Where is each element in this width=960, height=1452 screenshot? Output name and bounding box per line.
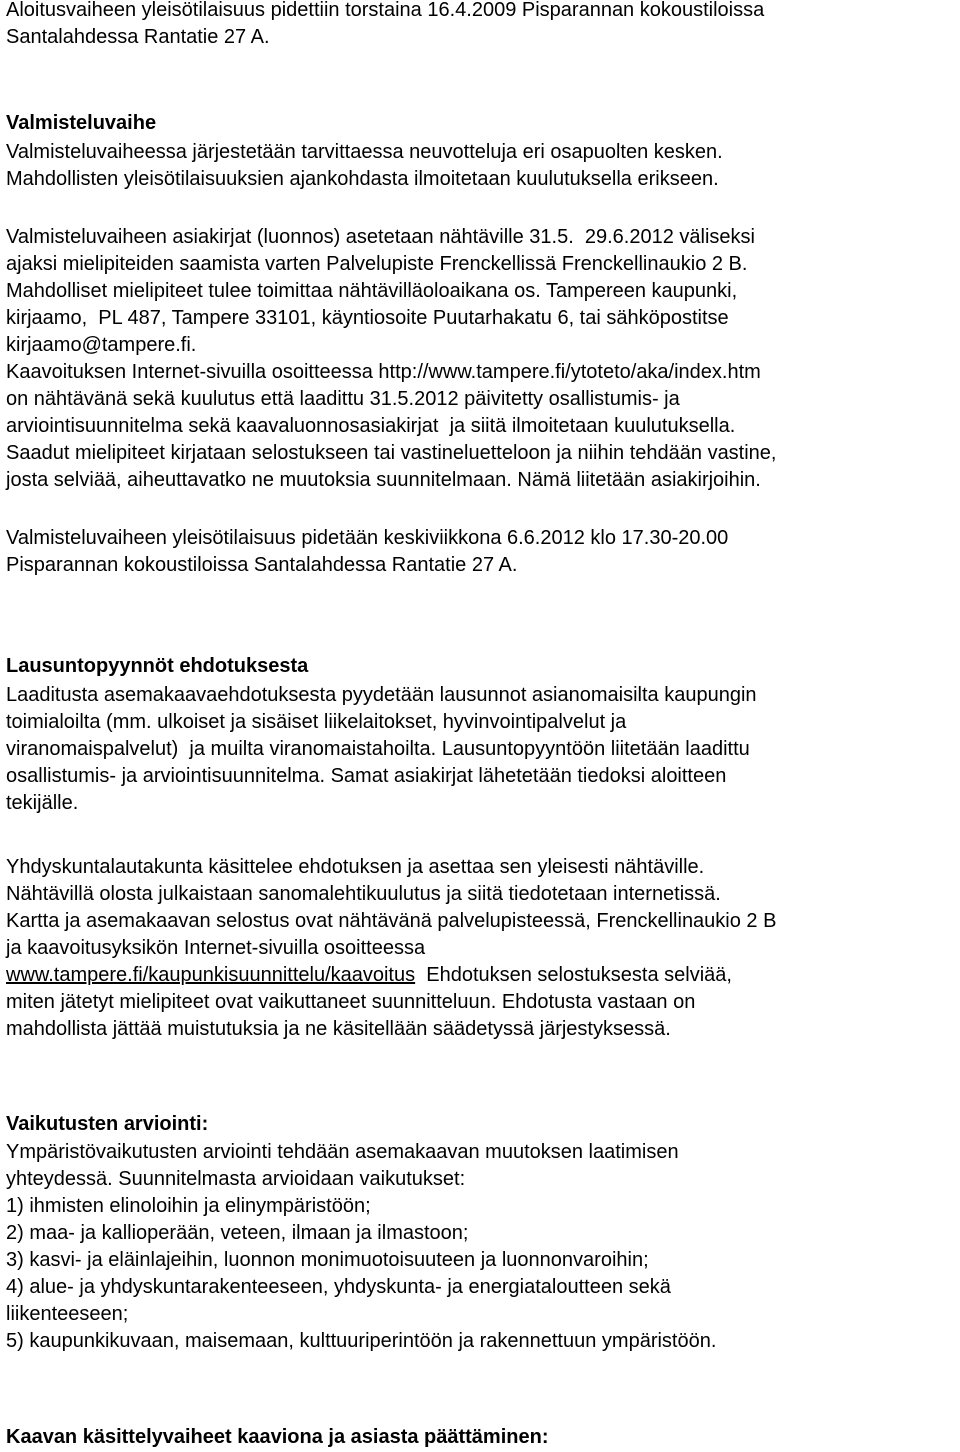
paragraph-line: osallistumis- ja arviointisuunnitelma. Samat asiakirjat lähetetään tiedoksi aloitteen xyxy=(6,765,727,787)
list-item: 4) alue- ja yhdyskuntarakenteeseen, yhdyskunta- ja energiataloutteen sekä xyxy=(6,1276,671,1298)
intro-line: Aloitusvaiheen yleisötilaisuus pidettiin torstaina 16.4.2009 Pisparannan kokoustiloissa xyxy=(6,0,765,21)
paragraph-line: Ympäristövaikutusten arviointi tehdään asemakaavan muutoksen laatimisen xyxy=(6,1141,679,1163)
list-item: 5) kaupunkikuvaan, maisemaan, kulttuuriperintöön ja rakennettuun ympäristöön. xyxy=(6,1330,717,1352)
paragraph-line: Laaditusta asemakaavaehdotuksesta pyydetään lausunnot asianomaisilta kaupungin xyxy=(6,684,757,706)
paragraph-line: Valmisteluvaiheessa järjestetään tarvittaessa neuvotteluja eri osapuolten kesken. xyxy=(6,141,723,163)
section-heading-valmisteluvaihe: Valmisteluvaihe xyxy=(6,112,157,134)
list-item: 1) ihmisten elinoloihin ja elinympäristöön; xyxy=(6,1195,371,1217)
paragraph-line: Saadut mielipiteet kirjataan selostukseen tai vastineluetteloon ja niihin tehdään vastine, xyxy=(6,442,777,464)
paragraph-line: yhteydessä. Suunnitelmasta arvioidaan vaikutukset: xyxy=(6,1168,466,1190)
paragraph-line: toimialoilta (mm. ulkoiset ja sisäiset liikelaitokset, hyvinvointipalvelut ja xyxy=(6,711,627,733)
section-heading-vaikutukset: Vaikutusten arviointi: xyxy=(6,1113,209,1135)
kaavoitus-link[interactable]: www.tampere.fi/kaupunkisuunnittelu/kaavoitus xyxy=(6,964,416,986)
section-heading-lausunto: Lausuntopyynnöt ehdotuksesta xyxy=(6,655,309,677)
paragraph-line: kirjaamo, PL 487, Tampere 33101, käyntiosoite Puutarhakatu 6, tai sähköpostitse xyxy=(6,307,729,329)
paragraph-line: josta selviää, aiheuttavatko ne muutoksia suunnitelmaan. Nämä liitetään asiakirjoihin. xyxy=(6,469,761,491)
list-item: 2) maa- ja kallioperään, veteen, ilmaan ja ilmastoon; xyxy=(6,1222,469,1244)
paragraph-line: mahdollista jättää muistutuksia ja ne käsitellään säädetyssä järjestyksessä. xyxy=(6,1018,671,1040)
intro-line: Santalahdessa Rantatie 27 A. xyxy=(6,26,270,48)
paragraph-line: Mahdollisten yleisötilaisuuksien ajankohdasta ilmoitetaan kuulutuksella erikseen. xyxy=(6,168,719,190)
paragraph-line: viranomaispalvelut) ja muilta viranomaistahoilta. Lausuntopyyntöön liitetään laadittu xyxy=(6,738,750,760)
paragraph-line: miten jätetyt mielipiteet ovat vaikuttaneet suunnitteluun. Ehdotusta vastaan on xyxy=(6,991,696,1013)
list-item: liikenteeseen; xyxy=(6,1303,129,1325)
paragraph-line: kirjaamo@tampere.fi. xyxy=(6,334,197,356)
paragraph-line: Kartta ja asemakaavan selostus ovat nähtävänä palvelupisteessä, Frenckellinaukio 2 B xyxy=(6,910,777,932)
paragraph-line: ja kaavoitusyksikön Internet-sivuilla osoitteessa xyxy=(6,937,426,959)
list-item: 3) kasvi- ja eläinlajeihin, luonnon monimuotoisuuteen ja luonnonvaroihin; xyxy=(6,1249,649,1271)
section-heading-kaavan: Kaavan käsittelyvaiheet kaaviona ja asiasta päättäminen: xyxy=(6,1426,549,1448)
paragraph-line: Pisparannan kokoustiloissa Santalahdessa Rantatie 27 A. xyxy=(6,554,518,576)
paragraph-line: Kaavoituksen Internet-sivuilla osoitteessa http://www.tampere.fi/ytoteto/aka/index.htm xyxy=(6,361,761,383)
paragraph-line: arviointisuunnitelma sekä kaavaluonnosasiakirjat ja siitä ilmoitetaan kuulutuksella. xyxy=(6,415,736,437)
paragraph-line: Valmisteluvaiheen yleisötilaisuus pidetään keskiviikkona 6.6.2012 klo 17.30-20.00 xyxy=(6,527,729,549)
paragraph-line: tekijälle. xyxy=(6,792,79,814)
paragraph-line: Valmisteluvaiheen asiakirjat (luonnos) asetetaan nähtäville 31.5. 29.6.2012 väliseksi xyxy=(6,226,755,248)
link-trailing-text: Ehdotuksen selostuksesta selviää, xyxy=(415,964,732,986)
paragraph-line: Nähtävillä olosta julkaistaan sanomalehtikuulutus ja siitä tiedotetaan internetissä. xyxy=(6,883,721,905)
paragraph-line: ajaksi mielipiteiden saamista varten Palvelupiste Frenckellissä Frenckellinaukio 2 B. xyxy=(6,253,748,275)
paragraph-line: Yhdyskuntalautakunta käsittelee ehdotuksen ja asettaa sen yleisesti nähtäville. xyxy=(6,856,705,878)
paragraph-line-with-link xyxy=(6,962,732,989)
paragraph-line: on nähtävänä sekä kuulutus että laadittu 31.5.2012 päivitetty osallistumis- ja xyxy=(6,388,680,410)
paragraph-line: Mahdolliset mielipiteet tulee toimittaa nähtävilläoloaikana os. Tampereen kaupunki, xyxy=(6,280,738,302)
